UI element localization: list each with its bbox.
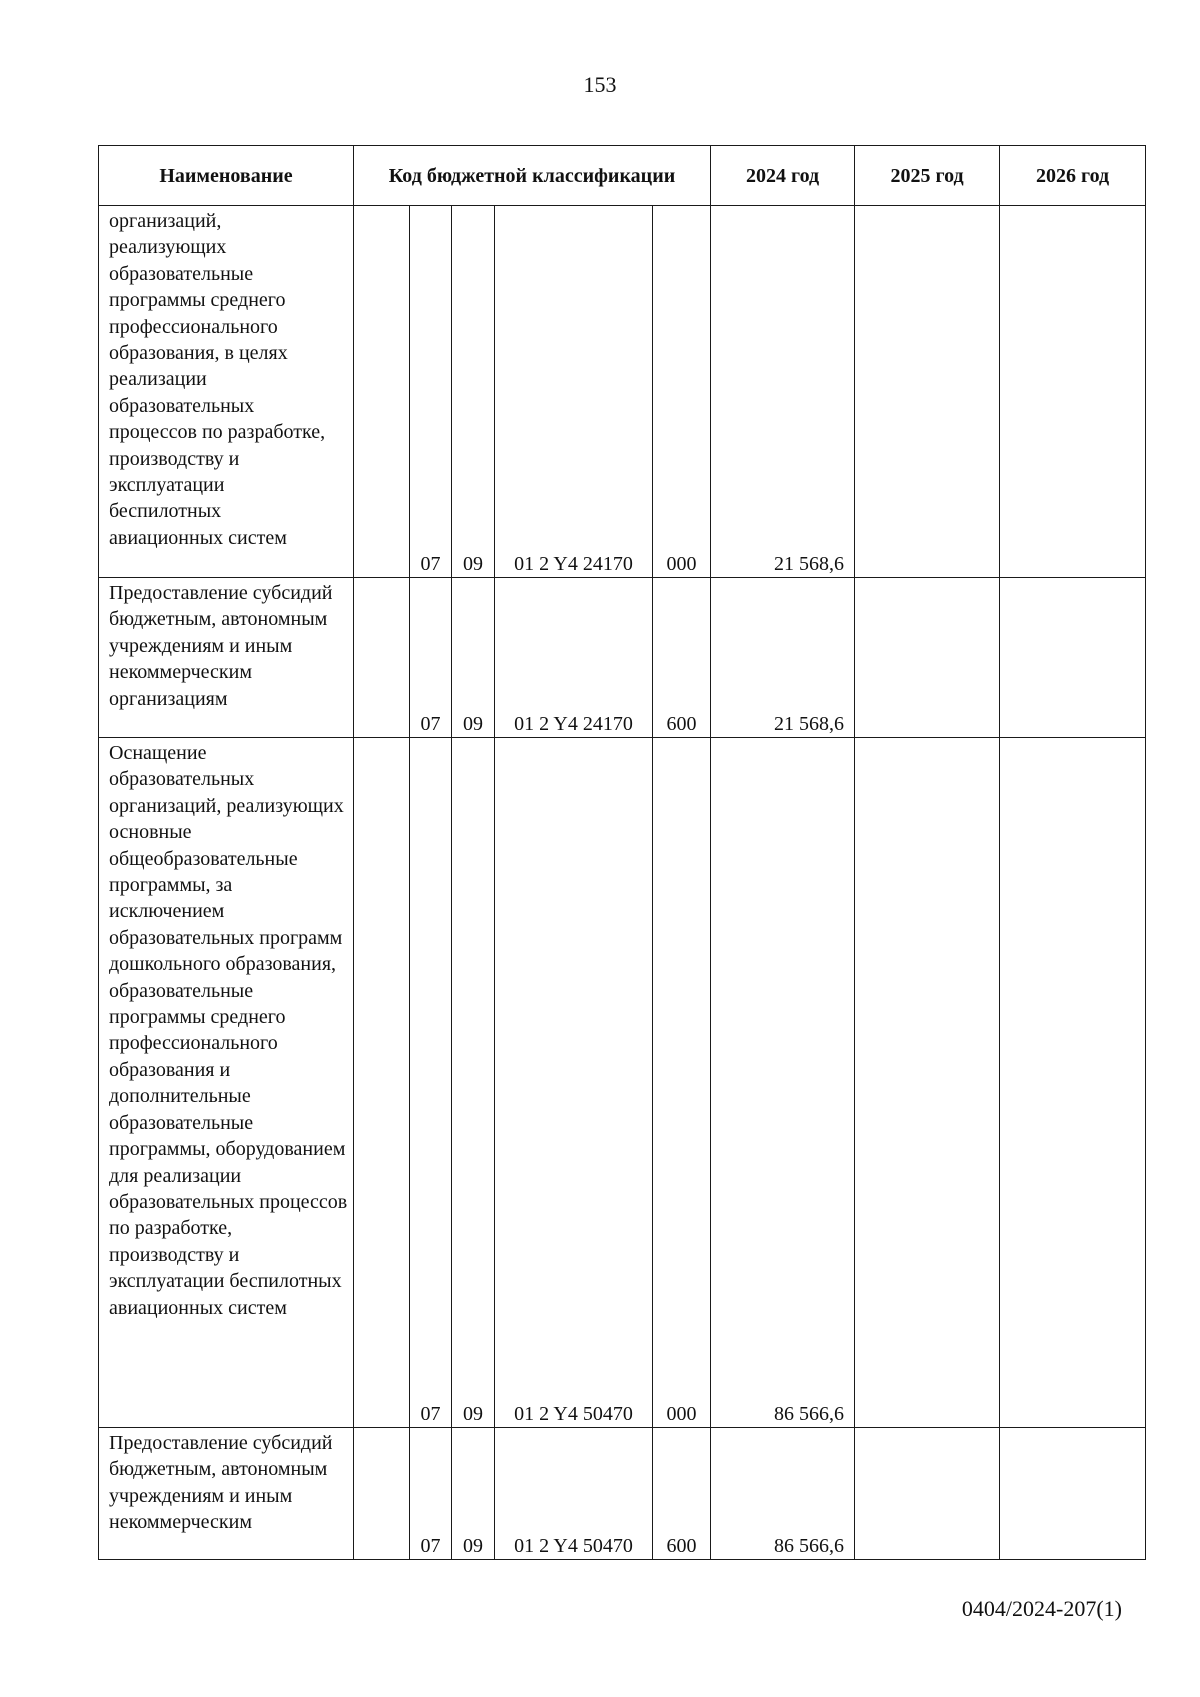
row-expense-type: 000: [653, 206, 711, 578]
table-row: [99, 206, 1146, 578]
row-section: 07: [410, 1428, 452, 1560]
table-row: [99, 578, 1146, 738]
row-expense-type: 000: [653, 738, 711, 1428]
row-section: 07: [410, 578, 452, 738]
row-2024: 86 566,6: [711, 1428, 855, 1560]
row-target: 01 2 Y4 50470: [495, 1428, 653, 1560]
row-code-blank: [354, 1428, 410, 1560]
row-subsection: 09: [452, 206, 495, 578]
row-name: Предоставление субсидий бюджетным, автономным учреждениям и иным некоммерческим организациям: [99, 578, 354, 738]
budget-table: [98, 145, 1146, 1560]
row-code-blank: [354, 738, 410, 1428]
row-2026: [1000, 1428, 1146, 1560]
row-2025: [855, 1428, 1000, 1560]
row-section: 07: [410, 738, 452, 1428]
row-2024: 21 568,6: [711, 206, 855, 578]
row-2024: 21 568,6: [711, 578, 855, 738]
row-name: Предоставление субсидий бюджетным, автономным учреждениям и иным некоммерческим: [99, 1428, 354, 1560]
row-2026: [1000, 738, 1146, 1428]
row-2025: [855, 206, 1000, 578]
table-row: [99, 1428, 1146, 1560]
header-2026: 2026 год: [1000, 146, 1146, 206]
row-code-blank: [354, 206, 410, 578]
header-row: [99, 146, 1146, 206]
row-name: Оснащение образовательных организаций, реализующих основные общеобразовательные программы, за исключением образовательных программ дошкольного образования, образовательные программы среднего профессионального образования и дополнительные образовательные программы, оборудованием для реализации образовательных процессов по разработке, производству и эксплуатации беспилотных авиационных систем: [99, 738, 354, 1428]
row-2025: [855, 738, 1000, 1428]
row-2026: [1000, 206, 1146, 578]
header-name: Наименование: [99, 146, 354, 206]
header-2024: 2024 год: [711, 146, 855, 206]
row-name: организаций, реализующих образовательные программы среднего профессионального образования, в целях реализации образовательных процессов по разработке, производству и эксплуатации беспилотных авиационных систем: [99, 206, 354, 578]
row-expense-type: 600: [653, 578, 711, 738]
row-2025: [855, 578, 1000, 738]
document-id: 0404/2024-207(1): [961, 1596, 1122, 1621]
row-subsection: 09: [452, 578, 495, 738]
row-target: 01 2 Y4 24170: [495, 206, 653, 578]
row-target: 01 2 Y4 50470: [495, 738, 653, 1428]
header-2025: 2025 год: [855, 146, 1000, 206]
table-row: [99, 738, 1146, 1428]
row-code-blank: [354, 578, 410, 738]
row-expense-type: 600: [653, 1428, 711, 1560]
row-subsection: 09: [452, 1428, 495, 1560]
header-code: Код бюджетной классификации: [354, 146, 711, 206]
page-number: 153: [583, 72, 617, 97]
row-section: 07: [410, 206, 452, 578]
row-2026: [1000, 578, 1146, 738]
row-target: 01 2 Y4 24170: [495, 578, 653, 738]
row-subsection: 09: [452, 738, 495, 1428]
row-2024: 86 566,6: [711, 738, 855, 1428]
